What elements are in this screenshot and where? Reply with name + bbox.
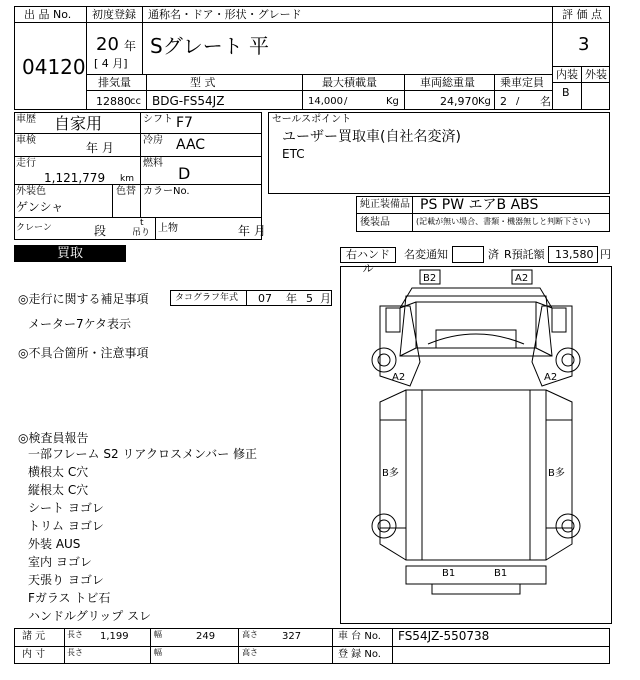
chassis-label: 車 台 No.	[338, 631, 381, 642]
travel-note: メーター7ケタ表示	[28, 317, 132, 331]
grade-name: Sグレート 平	[150, 34, 270, 58]
chassis-value: FS54JZ-550738	[398, 629, 490, 643]
recycle-yen: 円	[600, 248, 611, 261]
sales-point-label: セールスポイント	[272, 114, 352, 125]
model-value: BDG-FS54JZ	[152, 94, 225, 108]
gross-weight-value: 24,970	[440, 95, 479, 108]
inspector-line: 室内 ヨゴレ	[28, 555, 92, 569]
crane-label: クレーン	[16, 223, 52, 233]
history-value: 自家用	[54, 114, 103, 133]
right-hand-badge: 右ハンドル	[340, 247, 396, 263]
lot-label: 出 品 No.	[24, 8, 72, 21]
crane-value: 段	[94, 224, 107, 238]
capacity-value: 2	[500, 95, 507, 108]
inspector-line: シート ヨゴレ	[28, 501, 104, 515]
history-label: 車歴	[16, 114, 36, 125]
damage-mark: A2	[544, 372, 558, 383]
inspector-line: 外装 AUS	[28, 537, 81, 551]
recycle-unit: 済	[488, 248, 499, 261]
max-load-value: 14,000	[308, 96, 343, 107]
crane-unit-t: t	[140, 218, 144, 228]
reg-month: [ 4 月]	[94, 57, 128, 70]
defects-title: ◎不具合箇所・注意事項	[18, 346, 149, 360]
first-reg-label: 初度登録	[92, 8, 136, 21]
inspector-line: Fガラス トビ石	[28, 591, 111, 605]
shift-label: シフト	[143, 114, 173, 125]
exterior-label: 外装	[585, 68, 607, 81]
tacho-label: タコグラフ年式	[175, 293, 239, 303]
max-load-label: 最大積載量	[322, 76, 377, 89]
inspection-value: 年 月	[86, 141, 114, 155]
inner-width-label: 幅	[154, 648, 162, 657]
equipment-value: PS PW エアB ABS	[420, 197, 539, 213]
eval-label: 評 価 点	[562, 8, 602, 21]
interior-label: 内装	[556, 68, 578, 81]
after-parts-note: (記載が無い場合、書類・機器無しと判断下さい)	[416, 217, 591, 226]
tacho-year: 07	[258, 292, 272, 305]
inner-height-label: 高さ	[242, 648, 258, 657]
displacement-value: 12880	[96, 95, 131, 108]
inspector-line: ハンドルグリップ スレ	[28, 609, 152, 623]
sales-point-line1: ユーザー買取車(自社名変済)	[282, 129, 461, 145]
capacity-label: 乗車定員	[500, 76, 544, 89]
max-load-unit: Kg	[386, 96, 399, 107]
capacity-sep: /	[516, 96, 520, 107]
height-label: 高さ	[242, 630, 258, 639]
inspector-line: 縦根太 C穴	[28, 483, 89, 497]
inspector-line: 一部フレーム S2 リアクロスメンバー 修正	[28, 447, 258, 461]
length-value: 1,199	[100, 631, 129, 642]
gross-weight-label: 車両総重量	[420, 76, 475, 89]
ac-value: AAC	[176, 137, 206, 153]
displacement-unit: cc	[130, 96, 141, 107]
ac-label: 冷房	[143, 135, 163, 146]
crane-unit-hang: 吊り	[132, 228, 151, 238]
reg-year-unit: 年	[124, 39, 137, 53]
recycle-amount: 13,580	[555, 248, 594, 261]
damage-mark: B1	[494, 568, 508, 579]
fuel-label: 燃料	[143, 158, 163, 169]
inspector-line: 横根太 C穴	[28, 465, 89, 479]
ext-color-label: 外装色	[16, 186, 46, 197]
sales-point-line2: ETC	[282, 147, 305, 161]
travel-note-title: ◎走行に関する補足事項	[18, 292, 149, 306]
shift-value: F7	[176, 115, 193, 131]
inspector-title: ◎検査員報告	[18, 431, 89, 445]
name-change-label: 名変通知	[404, 248, 448, 261]
max-load-sep: /	[344, 96, 348, 107]
damage-mark: B多	[382, 468, 399, 479]
width-value: 249	[196, 631, 216, 642]
purchase-banner: 買取	[14, 245, 126, 262]
interior-grade: B	[562, 86, 570, 99]
eval-score: 3	[578, 34, 590, 55]
truck-diagram	[340, 266, 612, 624]
damage-mark: B1	[442, 568, 456, 579]
inspector-line: トリム ヨゴレ	[28, 519, 104, 533]
dims-label: 諸 元	[22, 631, 46, 642]
reg-year: 20	[96, 34, 119, 55]
lift-value: 年 月	[238, 224, 266, 238]
width-label: 幅	[154, 630, 162, 639]
inspector-line: 天張り ヨゴレ	[28, 573, 104, 587]
damage-mark: A2	[515, 273, 529, 284]
inner-length-label: 長さ	[67, 648, 83, 657]
tacho-month-unit: 月	[320, 292, 331, 305]
name-change-box	[452, 246, 484, 263]
tacho-month: 5	[306, 292, 313, 305]
equipment-label: 純正装備品	[360, 199, 410, 210]
color-change-label: 色替	[116, 186, 136, 197]
length-label: 長さ	[67, 630, 83, 639]
damage-mark: A2	[392, 372, 406, 383]
name-label: 通称名・ドア・形状・グレード	[148, 8, 302, 21]
color-no-label: カラーNo.	[143, 186, 190, 197]
recycle-label: R預託額	[504, 248, 545, 261]
lot-number: 04120	[22, 55, 86, 79]
ext-color-value: ゲンシャ	[16, 200, 64, 214]
gross-weight-unit: Kg	[478, 96, 491, 107]
damage-mark: B2	[423, 273, 437, 284]
registration-label: 登 録 No.	[338, 649, 381, 660]
capacity-unit: 名	[540, 95, 551, 108]
damage-mark: B多	[548, 468, 565, 479]
inspection-label: 車検	[16, 135, 36, 146]
inner-dims-label: 内 寸	[22, 649, 46, 660]
tacho-year-unit: 年	[286, 292, 297, 305]
height-value: 327	[282, 631, 302, 642]
mileage-unit: km	[120, 174, 134, 184]
displacement-label: 排気量	[98, 76, 131, 89]
fuel-value: D	[178, 164, 191, 183]
lift-label: 上物	[158, 223, 178, 234]
model-label: 型 式	[190, 76, 216, 89]
mileage-label: 走行	[16, 158, 36, 169]
after-parts-label: 後装品	[360, 217, 390, 228]
mileage-value: 1,121,779	[44, 171, 106, 185]
